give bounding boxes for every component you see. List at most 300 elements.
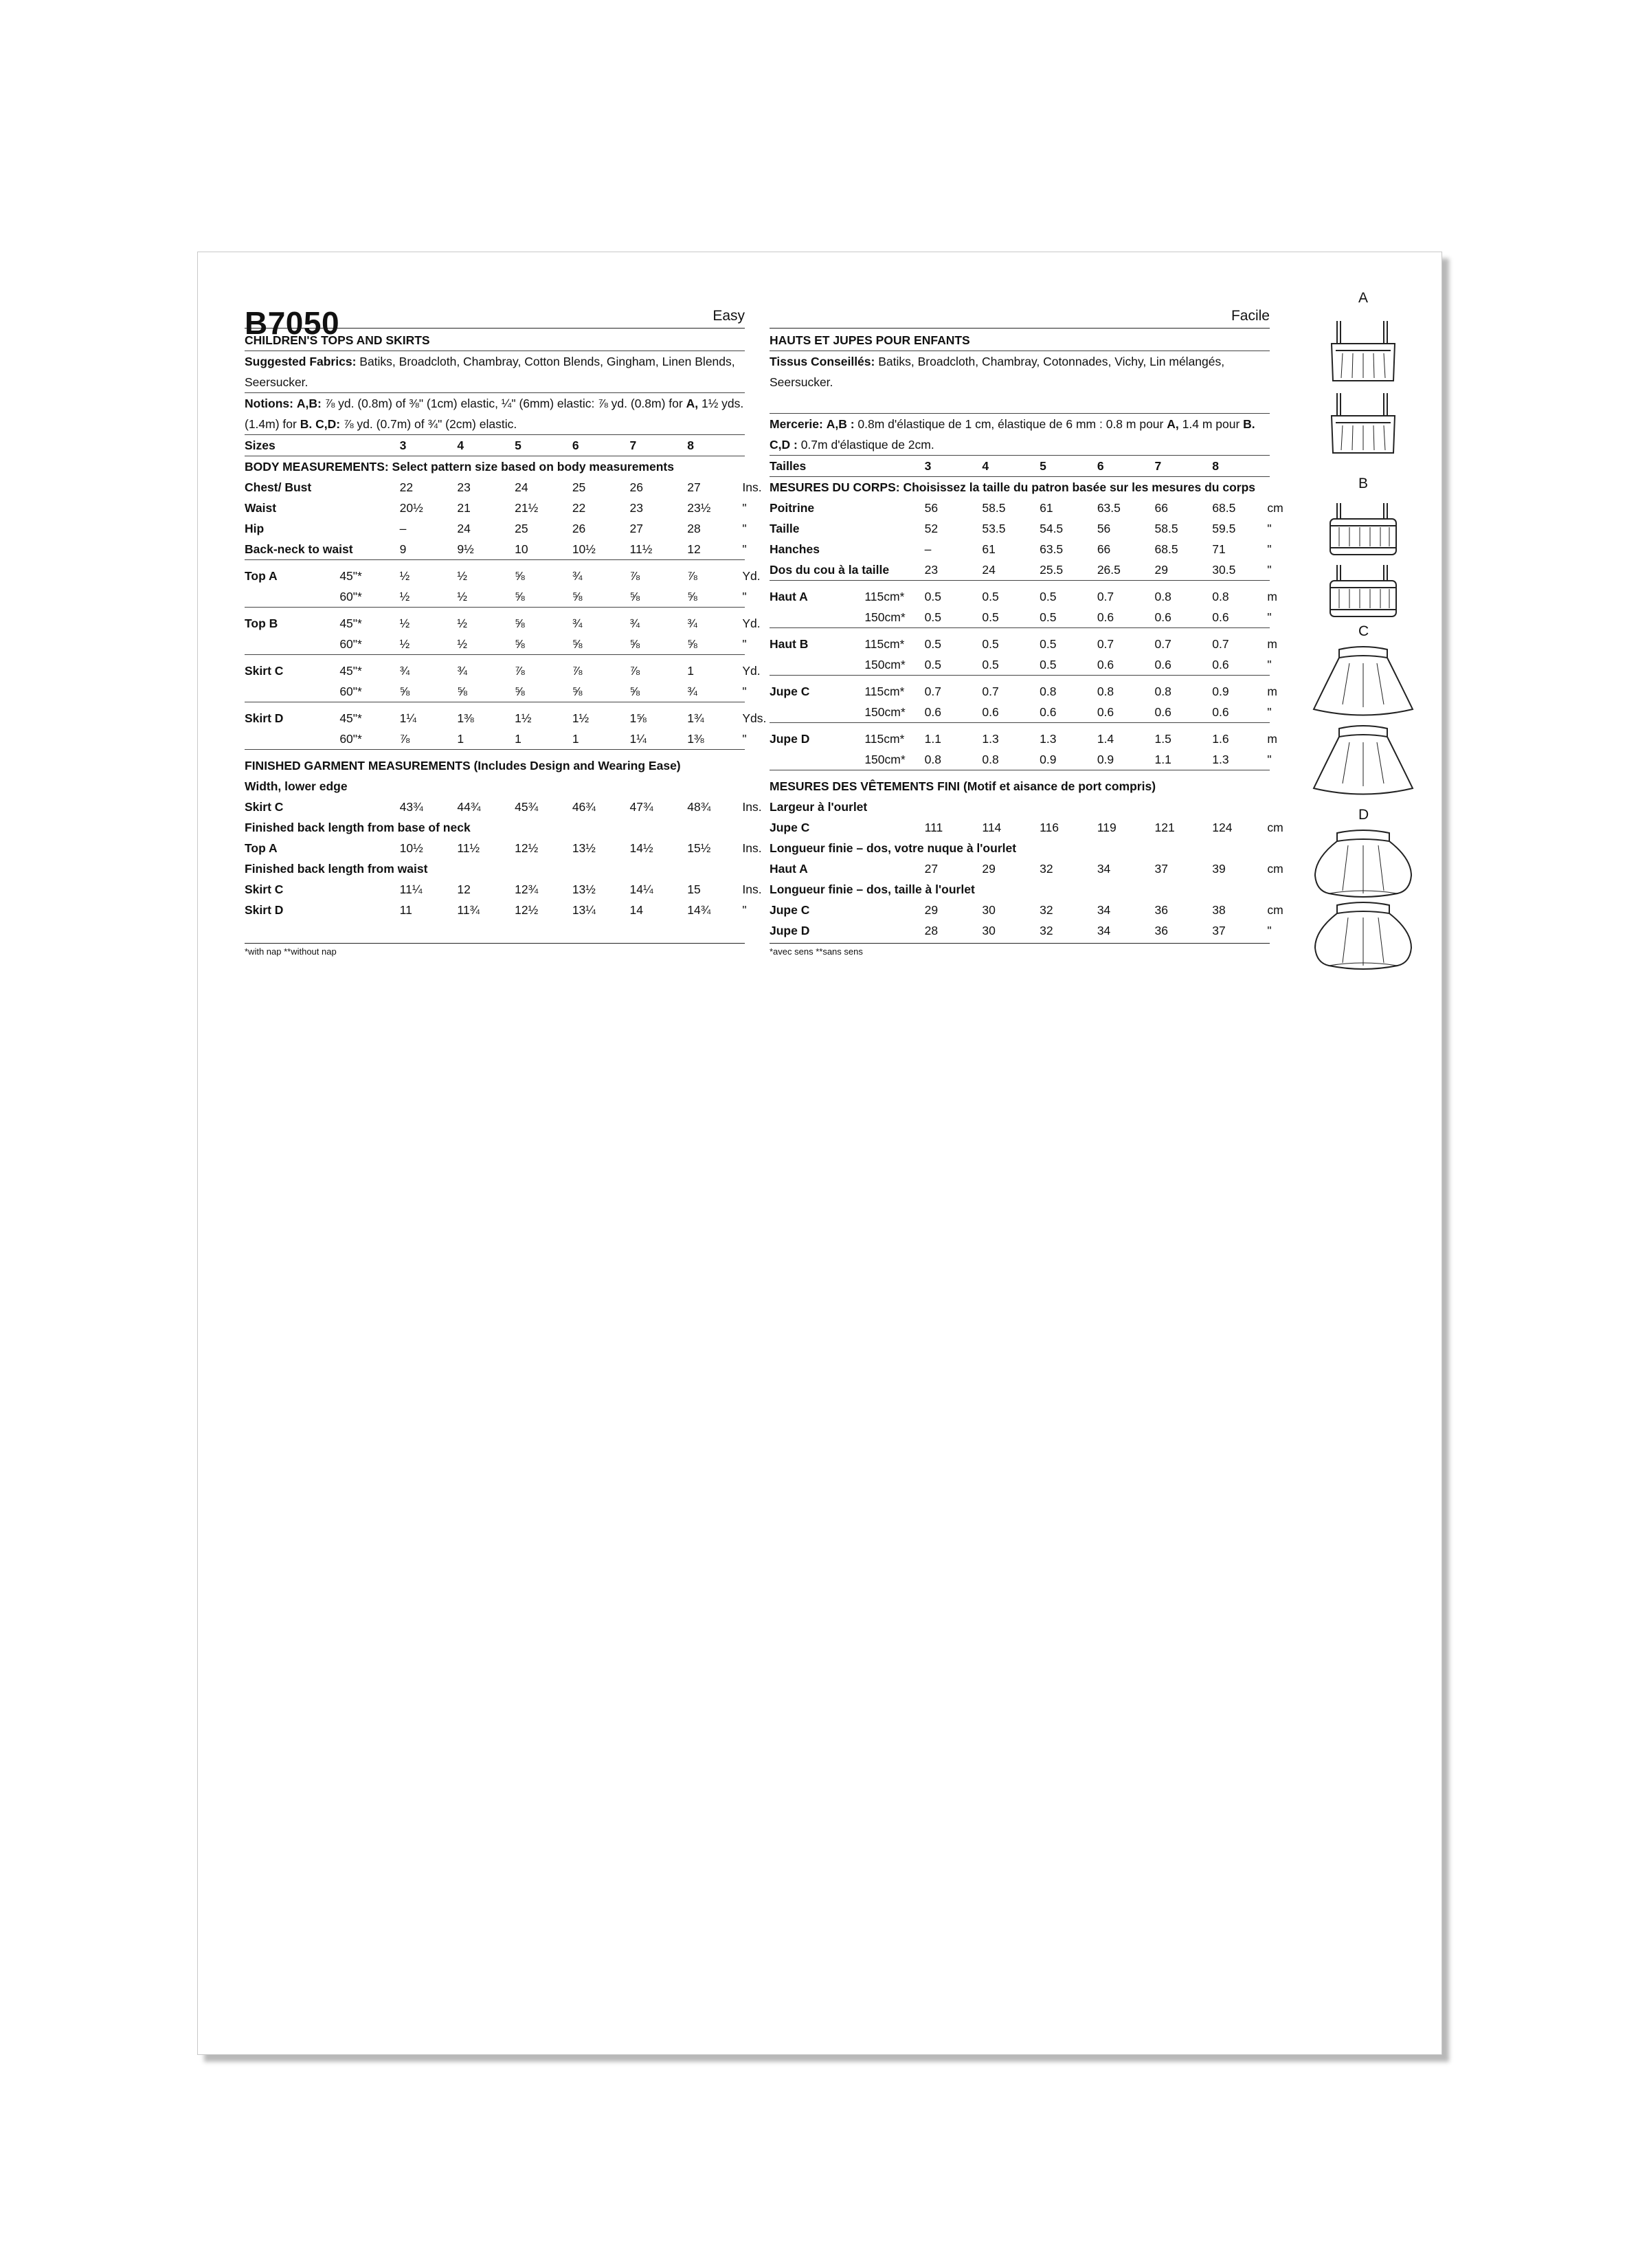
notions — [770, 414, 1270, 456]
fabric-width: 45"* — [339, 616, 362, 630]
unit-cell: m — [1267, 590, 1277, 603]
finished-subheading: Largeur à l'ourlet — [770, 800, 868, 814]
table-cell: 58.5 — [1154, 522, 1178, 535]
unit-cell: Yd. — [742, 664, 761, 678]
spacer — [864, 920, 924, 941]
view-label: Top A — [245, 569, 278, 583]
fabric-width: 150cm* — [864, 607, 924, 628]
table-cell: 22 — [572, 501, 586, 515]
table-cell: 0.8 — [982, 749, 1040, 770]
table-cell: 0.6 — [1040, 702, 1097, 723]
table-row — [245, 518, 745, 539]
header — [770, 292, 1270, 329]
table-row — [770, 607, 1270, 628]
unit-cell: " — [742, 539, 745, 560]
table-row — [770, 702, 1270, 723]
size-header: 5 — [1040, 456, 1097, 477]
row-label: Skirt C — [245, 800, 284, 814]
notions-view-b: B. — [300, 417, 313, 431]
table-cell: 1.3 — [1040, 732, 1057, 746]
size-header: 8 — [1212, 456, 1267, 477]
table-cell: 0.6 — [1212, 702, 1267, 723]
table-cell: 26 — [629, 480, 644, 494]
table-cell: 32 — [1040, 903, 1053, 917]
table-cell: 0.5 — [982, 637, 999, 651]
finished-subheading: Finished back length from waist — [245, 862, 428, 876]
notions-ab-text2: 1½ yds. (1.4m) for — [245, 397, 744, 431]
table-cell: 61 — [1040, 501, 1053, 515]
row-label: Skirt D — [245, 903, 284, 917]
table-cell: 1.6 — [1212, 732, 1229, 746]
view-label: Skirt C — [245, 664, 284, 678]
row-label: Hanches — [770, 542, 820, 556]
fabrics — [245, 351, 745, 393]
fabric-width: 45"* — [339, 664, 362, 678]
table-cell: 11½ — [630, 539, 688, 560]
fabric-width: 150cm* — [864, 749, 924, 770]
table-cell: 28 — [924, 924, 939, 937]
table-cell: ⅞ — [572, 664, 583, 678]
table-cell: ⅝ — [515, 586, 572, 608]
unit-cell: m — [1267, 732, 1277, 746]
table-cell: 12½ — [515, 841, 539, 855]
table-cell: 1½ — [572, 711, 590, 725]
unit-cell: Ins. — [742, 882, 762, 896]
view-letter-d: D — [1358, 807, 1369, 823]
fabrics — [770, 351, 1270, 414]
view-label — [245, 681, 339, 702]
row-label: Skirt C — [245, 882, 284, 896]
table-row — [770, 518, 1270, 539]
table-cell: 21½ — [515, 501, 539, 515]
difficulty-label: Facile — [1231, 308, 1270, 324]
table-cell: 66 — [1154, 501, 1169, 515]
table-cell: 0.6 — [982, 702, 1040, 723]
view-label — [245, 634, 339, 655]
unit-cell: Yds. — [742, 711, 767, 725]
table-cell: 0.5 — [1040, 654, 1097, 676]
table-cell: 1.5 — [1154, 732, 1171, 746]
table-cell: ⅝ — [687, 634, 742, 655]
table-cell: 36 — [1154, 924, 1169, 937]
table-cell: 71 — [1212, 542, 1226, 556]
table-row — [770, 749, 1270, 770]
table-cell: 1⅝ — [629, 711, 647, 725]
notions-ab-label: A,B: — [296, 397, 322, 410]
unit-cell: " — [742, 903, 747, 917]
unit-cell: " — [742, 522, 747, 535]
table-cell: 0.6 — [1155, 654, 1213, 676]
view-label: Jupe D — [770, 732, 810, 746]
table-cell: 11¼ — [399, 882, 423, 896]
size-header: 8 — [687, 435, 742, 456]
table-cell: ⅝ — [630, 586, 688, 608]
view-letter-c: C — [1358, 623, 1369, 639]
fabric-width: 150cm* — [864, 654, 924, 676]
unit-cell: " — [1267, 654, 1270, 676]
table-cell: 0.7 — [1097, 637, 1114, 651]
spacer — [339, 879, 399, 900]
table-cell: 0.7 — [1097, 590, 1114, 603]
fabric-width: 115cm* — [864, 637, 905, 651]
table-cell: ⅝ — [572, 586, 630, 608]
table-cell: 1.3 — [982, 732, 999, 746]
table-row — [245, 655, 745, 682]
table-cell: ⅝ — [515, 569, 525, 583]
table-cell: 0.5 — [982, 654, 1040, 676]
view-label: Skirt D — [245, 711, 284, 725]
view-letter-b: B — [1358, 476, 1369, 491]
finished-measurements-heading: FINISHED GARMENT MEASUREMENTS (Includes Design and Wearing Ease) — [245, 759, 681, 772]
table-cell: 68.5 — [1212, 501, 1236, 515]
measurement-table — [770, 456, 1283, 941]
view-label — [770, 607, 864, 628]
unit-cell: cm — [1267, 862, 1283, 876]
row-label: Jupe C — [770, 821, 810, 834]
table-cell: 1⅜ — [457, 711, 474, 725]
fabrics-label: Tissus Conseillés: — [770, 355, 875, 368]
fabric-width: 60"* — [339, 586, 399, 608]
table-row — [245, 729, 745, 750]
table-row — [770, 770, 1270, 797]
table-cell: 0.6 — [925, 702, 983, 723]
body-measurements-heading: BODY MEASUREMENTS: Select pattern size based on body measurements — [245, 460, 674, 474]
table-cell: 20½ — [399, 501, 423, 515]
spacer — [339, 498, 399, 518]
view-label: Haut B — [770, 637, 809, 651]
table-cell: 25.5 — [1040, 559, 1097, 581]
table-cell: 0.5 — [925, 654, 983, 676]
table-cell: 37 — [1154, 862, 1169, 876]
table-cell: 0.9 — [1212, 685, 1229, 698]
table-cell: 1½ — [515, 711, 532, 725]
english-column — [245, 292, 767, 920]
table-cell: 43¾ — [399, 800, 423, 814]
notions-label: Notions: — [245, 397, 293, 410]
table-cell: ⅝ — [687, 586, 742, 608]
table-row — [770, 797, 1270, 817]
table-cell: 13½ — [572, 841, 596, 855]
table-cell: ½ — [457, 586, 515, 608]
table-row — [245, 702, 745, 729]
table-row — [245, 586, 745, 608]
table-row — [770, 581, 1270, 608]
table-cell: 38 — [1212, 903, 1226, 917]
notions-label: Mercerie: — [770, 417, 823, 431]
table-row — [245, 817, 745, 838]
measurement-table — [245, 435, 767, 920]
table-cell: 124 — [1212, 821, 1233, 834]
finished-subheading: Longueur finie – dos, taille à l'ourlet — [770, 882, 975, 896]
table-cell: 53.5 — [982, 522, 1006, 535]
unit-cell: m — [1267, 685, 1277, 698]
unit-cell: Yd. — [742, 569, 761, 583]
view-label — [245, 729, 339, 750]
table-cell: ¾ — [572, 569, 583, 583]
unit-cell: " — [1267, 542, 1272, 556]
table-cell: 44¾ — [457, 800, 481, 814]
table-cell: 39 — [1212, 862, 1226, 876]
spacer — [864, 498, 924, 518]
table-cell: 10½ — [399, 841, 423, 855]
table-cell: 25 — [572, 480, 586, 494]
table-cell: 30 — [982, 924, 996, 937]
view-label — [770, 702, 864, 723]
notions-cd-label: C,D: — [315, 417, 341, 431]
table-cell: 0.6 — [1097, 702, 1155, 723]
pattern-envelope-back — [197, 252, 1442, 2055]
table-cell: 0.6 — [1097, 654, 1155, 676]
table-cell: ⅞ — [515, 664, 525, 678]
table-cell: 63.5 — [1097, 501, 1121, 515]
table-cell: 47¾ — [629, 800, 653, 814]
unit-cell: " — [1267, 559, 1270, 581]
table-cell: 0.5 — [924, 590, 941, 603]
table-cell: 12 — [457, 882, 471, 896]
top-a-illustration — [1322, 318, 1404, 462]
table-cell: 121 — [1154, 821, 1175, 834]
unit-cell: " — [742, 586, 745, 608]
table-cell: 0.6 — [1212, 654, 1267, 676]
view-label: Haut A — [770, 590, 808, 603]
table-cell: 24 — [457, 522, 471, 535]
table-cell: 1 — [457, 729, 515, 750]
body-measurements-heading: MESURES DU CORPS: Choisissez la taille du patron basée sur les mesures du corps — [770, 480, 1256, 494]
table-cell: 0.5 — [1040, 590, 1057, 603]
unit-cell: Ins. — [742, 800, 762, 814]
table-row — [245, 879, 745, 900]
skirt-d-illustration — [1308, 827, 1418, 979]
footnote: *with nap **without nap — [245, 943, 745, 957]
table-cell: ⅞ — [400, 729, 458, 750]
table-cell: 0.9 — [1040, 749, 1097, 770]
table-cell: 0.8 — [1040, 685, 1057, 698]
table-cell: 0.5 — [982, 607, 1040, 628]
fabric-width: 115cm* — [864, 732, 905, 746]
table-cell: ¾ — [572, 616, 583, 630]
spacer — [864, 900, 924, 920]
difficulty-label: Easy — [713, 308, 745, 324]
table-cell: 1.3 — [1212, 749, 1267, 770]
spacer — [864, 456, 924, 477]
table-row — [770, 817, 1270, 838]
table-row — [770, 838, 1270, 858]
table-cell: ⅝ — [630, 681, 688, 702]
table-row — [245, 858, 745, 879]
size-header: 5 — [515, 435, 572, 456]
view-label — [770, 749, 864, 770]
table-row — [245, 681, 745, 702]
table-cell: 11½ — [457, 841, 480, 855]
row-label: Dos du cou à la taille — [770, 559, 864, 581]
table-cell: 0.7 — [982, 685, 999, 698]
notions-cd-text: ⅞ yd. (0.7m) of ¾" (2cm) elastic. — [343, 417, 517, 431]
table-cell: – — [399, 522, 407, 535]
table-cell: ⅞ — [629, 664, 640, 678]
notions-view-a: A, — [686, 397, 699, 410]
table-cell: 1.4 — [1097, 732, 1114, 746]
table-row — [770, 477, 1270, 498]
table-row — [245, 498, 745, 518]
table-cell: 0.8 — [1097, 685, 1114, 698]
unit-cell: " — [742, 634, 745, 655]
spacer — [339, 477, 399, 498]
unit-cell: " — [1267, 924, 1272, 937]
spacer — [864, 539, 924, 559]
table-row — [245, 435, 745, 456]
table-row — [770, 498, 1270, 518]
sizes-label: Tailles — [770, 456, 864, 477]
fabric-width: 45"* — [339, 711, 362, 725]
table-cell: 1 — [687, 664, 694, 678]
table-cell: 1 — [572, 729, 630, 750]
table-cell: 10 — [515, 539, 572, 560]
table-cell: 29 — [924, 903, 939, 917]
notions-cd-text: 0.7m d'élastique de 2cm. — [800, 438, 934, 452]
table-cell: 25 — [515, 522, 528, 535]
view-label — [770, 654, 864, 676]
table-cell: 27 — [629, 522, 644, 535]
table-cell: 0.5 — [1040, 607, 1097, 628]
table-cell: ⅝ — [630, 634, 688, 655]
size-header: 3 — [400, 435, 458, 456]
pattern-title: HAUTS ET JUPES POUR ENFANTS — [770, 329, 1270, 351]
table-cell: 23 — [629, 501, 644, 515]
table-cell: 29 — [982, 862, 996, 876]
unit-cell: " — [742, 501, 747, 515]
row-label: Taille — [770, 522, 800, 535]
table-cell: 14 — [629, 903, 644, 917]
table-cell: 23½ — [687, 501, 711, 515]
table-row — [245, 456, 745, 478]
french-column — [770, 292, 1283, 941]
table-cell: 58.5 — [982, 501, 1006, 515]
view-label: Jupe C — [770, 685, 810, 698]
unit-cell: " — [1267, 749, 1270, 770]
table-cell: 15 — [687, 882, 701, 896]
table-cell: 52 — [924, 522, 939, 535]
table-cell: 26.5 — [1097, 559, 1155, 581]
table-cell: 37 — [1212, 924, 1226, 937]
table-row — [770, 539, 1270, 559]
row-label: Haut A — [770, 862, 808, 876]
row-label: Hip — [245, 522, 265, 535]
table-row — [245, 634, 745, 655]
table-row — [770, 654, 1270, 676]
row-label: Poitrine — [770, 501, 815, 515]
table-row — [770, 456, 1270, 477]
notions-ab-label: A,B : — [826, 417, 855, 431]
fabrics-text: Batiks, Broadcloth, Chambray, Cotton Blends, Gingham, Linen Blends, Seersucker. — [245, 355, 735, 389]
table-cell: 23 — [457, 480, 471, 494]
unit-cell: " — [1267, 522, 1272, 535]
fabric-width: 60"* — [339, 634, 399, 655]
row-label: Back-neck to waist — [245, 539, 339, 560]
row-label: Chest/ Bust — [245, 480, 312, 494]
table-cell: 56 — [1097, 522, 1111, 535]
finished-subheading: Longueur finie – dos, votre nuque à l'ourlet — [770, 841, 1017, 855]
unit-cell: cm — [1267, 501, 1283, 515]
table-row — [245, 477, 745, 498]
table-cell: 1.1 — [924, 732, 941, 746]
table-cell: 48¾ — [687, 800, 711, 814]
table-row — [770, 676, 1270, 702]
pattern-number: B7050 — [245, 305, 340, 341]
table-cell: 119 — [1097, 821, 1117, 834]
table-cell: 1⅜ — [687, 729, 742, 750]
spacer — [742, 435, 745, 456]
table-cell: 116 — [1040, 821, 1059, 834]
row-label: Top A — [245, 841, 278, 855]
table-cell: ¾ — [629, 616, 640, 630]
size-header: 7 — [630, 435, 688, 456]
size-header: 7 — [1155, 456, 1213, 477]
table-cell: ¾ — [687, 681, 742, 702]
table-cell: 0.5 — [1040, 637, 1057, 651]
table-cell: 26 — [572, 522, 586, 535]
table-cell: 11 — [399, 903, 412, 917]
unit-cell: cm — [1267, 903, 1283, 917]
notions-view-b: B. — [1243, 417, 1255, 431]
table-cell: 30 — [982, 903, 996, 917]
finished-subheading: Finished back length from base of neck — [245, 821, 471, 834]
table-cell: ⅝ — [572, 634, 630, 655]
size-header: 4 — [982, 456, 1040, 477]
table-cell: 24 — [982, 559, 1040, 581]
spacer — [864, 518, 924, 539]
unit-cell: m — [1267, 637, 1277, 651]
fabric-width: 115cm* — [864, 685, 905, 698]
table-cell: 46¾ — [572, 800, 596, 814]
table-cell: 0.6 — [1155, 702, 1213, 723]
table-cell: 14¾ — [687, 903, 711, 917]
table-cell: 22 — [399, 480, 414, 494]
view-letter-a: A — [1358, 290, 1369, 306]
size-header: 6 — [572, 435, 630, 456]
table-row — [245, 776, 745, 797]
fabric-width: 115cm* — [864, 590, 905, 603]
notions-ab-text2: 1.4 m pour — [1182, 417, 1240, 431]
table-row — [245, 900, 745, 920]
table-row — [245, 750, 745, 777]
table-cell: ⅝ — [515, 616, 525, 630]
table-cell: 1¾ — [687, 711, 704, 725]
table-cell: ½ — [400, 586, 458, 608]
table-cell: 24 — [515, 480, 528, 494]
table-cell: 15½ — [687, 841, 711, 855]
footnote: *avec sens **sans sens — [770, 943, 1270, 957]
table-cell: 12¾ — [515, 882, 539, 896]
table-cell: 13¼ — [572, 903, 596, 917]
table-cell: 12 — [687, 539, 742, 560]
table-cell: 23 — [925, 559, 983, 581]
table-cell: ¾ — [457, 664, 467, 678]
table-cell: ⅞ — [687, 569, 697, 583]
spacer — [339, 797, 399, 817]
finished-subheading: Width, lower edge — [245, 779, 348, 793]
table-cell: 0.9 — [1097, 749, 1155, 770]
table-cell: 56 — [924, 501, 939, 515]
table-cell: ⅝ — [400, 681, 458, 702]
table-row — [245, 608, 745, 634]
table-cell: 12½ — [515, 903, 539, 917]
table-cell: ½ — [400, 634, 458, 655]
table-cell: 0.6 — [1212, 607, 1267, 628]
spacer — [864, 817, 924, 838]
table-cell: 9½ — [457, 539, 515, 560]
spacer — [339, 518, 399, 539]
notions-cd-label: C,D : — [770, 438, 798, 452]
